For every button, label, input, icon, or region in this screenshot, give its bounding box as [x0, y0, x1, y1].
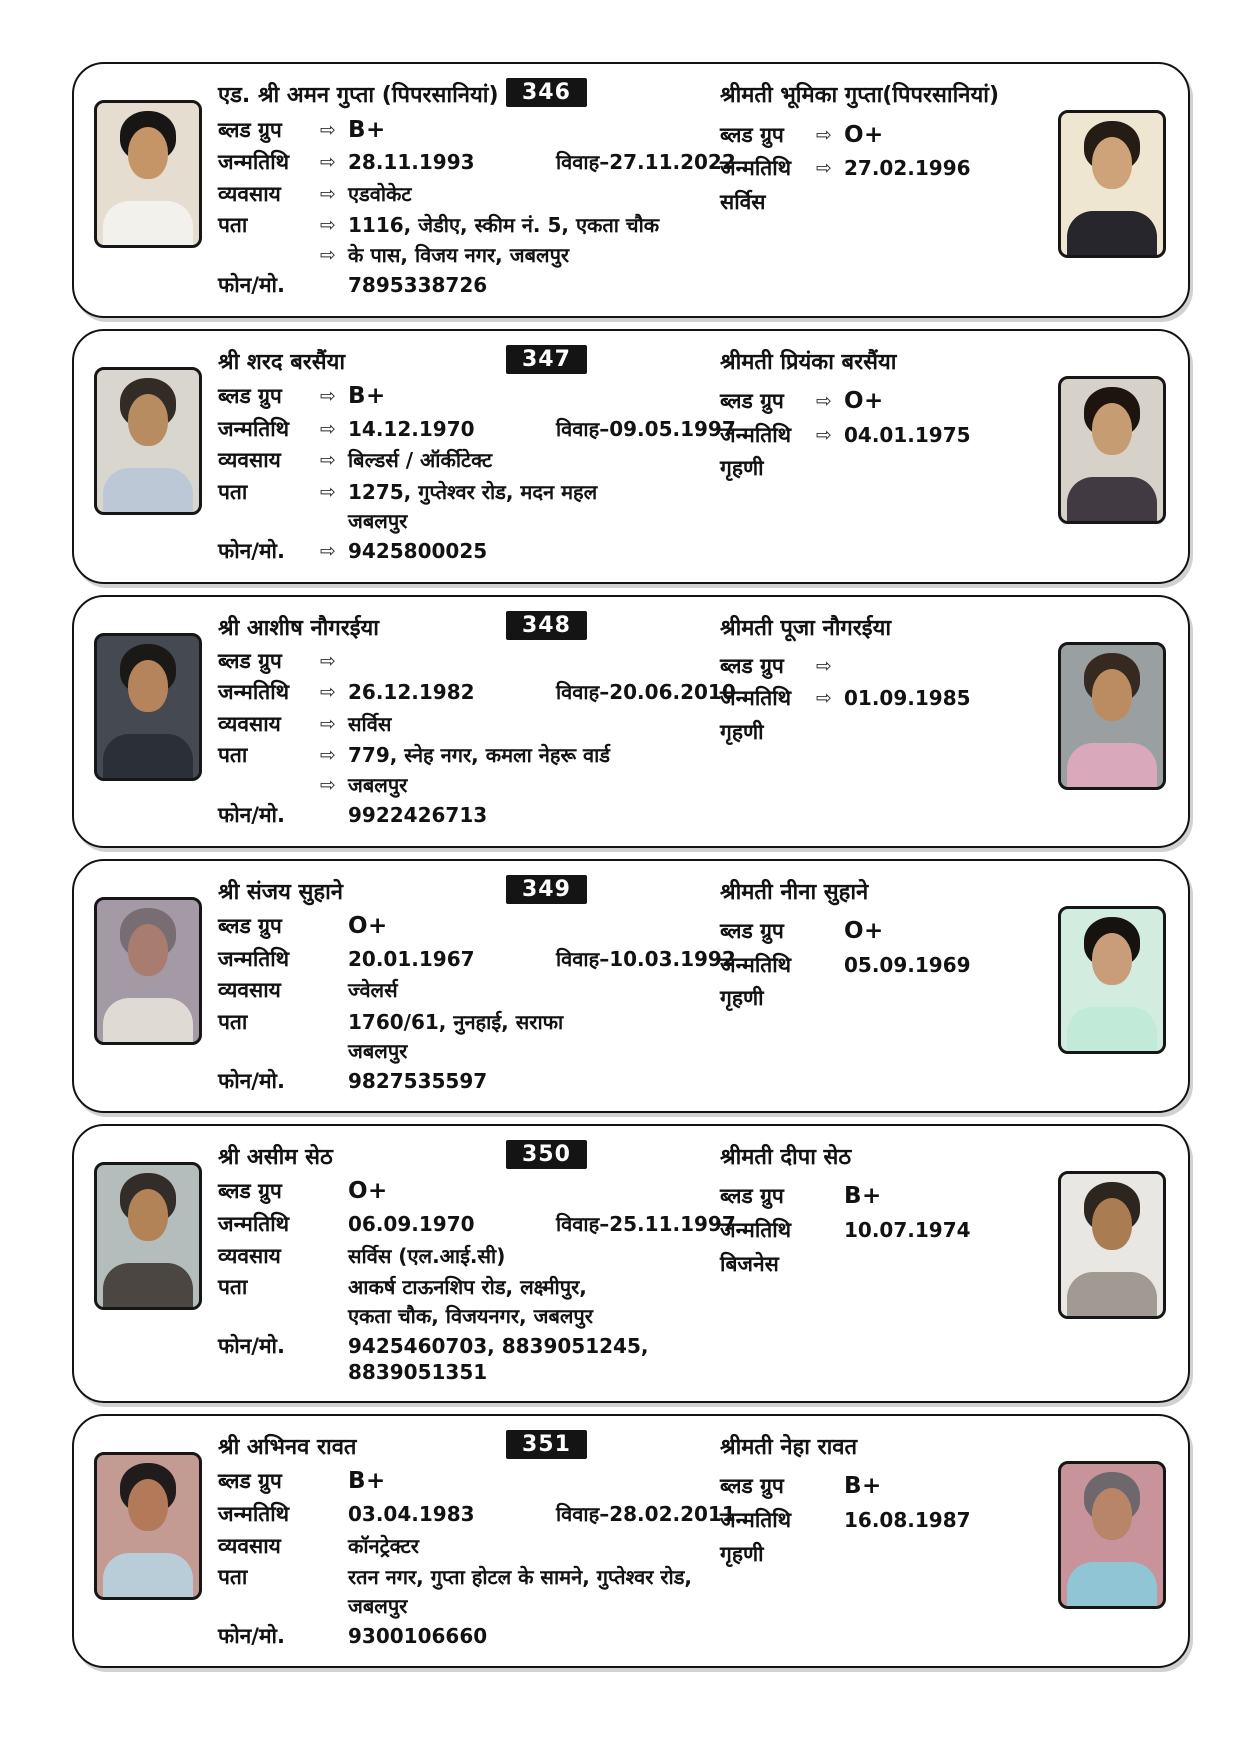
- member-number-badge: 346: [506, 78, 587, 107]
- occupation-label: व्यवसाय: [218, 1243, 281, 1268]
- wife-blood-group-row: [720, 917, 1048, 947]
- address-line-2: ⇨ जबलपुर: [320, 772, 408, 797]
- husband-section: [94, 1140, 736, 1389]
- wife-photo: [1058, 642, 1166, 790]
- phone-label: फोन/मो.: [218, 1068, 285, 1093]
- address-row: [218, 1274, 736, 1329]
- wife-name: श्रीमती प्रियंका बरसैंया: [720, 349, 897, 375]
- wife-occupation: गृहणी: [720, 1541, 764, 1566]
- husband-section: [94, 875, 736, 1099]
- phone-label: फोन/मो.: [218, 539, 285, 564]
- wife-occupation: सर्विस: [720, 189, 766, 214]
- member-card: [72, 859, 1190, 1113]
- husband-photo: [94, 897, 202, 1045]
- husband-section: [94, 78, 736, 304]
- occupation-label: व्यवसाय: [218, 448, 281, 473]
- blood-group-value: O+: [348, 1178, 388, 1205]
- blood-group-row: [218, 1177, 736, 1207]
- arrow-icon: ⇨: [320, 744, 336, 767]
- phone-label: फोन/मो.: [218, 1333, 285, 1358]
- phone-row: [218, 1068, 736, 1095]
- dob-value: 14.12.1970: [348, 417, 475, 442]
- dob-value: 26.12.1982: [348, 680, 475, 705]
- photo-torso: [1067, 1272, 1157, 1319]
- blood-group-label: ब्लड ग्रुप: [218, 914, 282, 939]
- occupation-row: [218, 977, 736, 1004]
- address-row: [218, 479, 736, 535]
- address-line-2: ⇨ के पास, विजय नगर, जबलपुर: [320, 242, 570, 267]
- blood-group-value: B+: [348, 383, 386, 410]
- wife-photo: [1058, 376, 1166, 524]
- address-label: पता: [218, 212, 248, 237]
- photo-face: [1092, 403, 1132, 455]
- phone-row: [218, 1623, 736, 1650]
- wife-photo: [1058, 110, 1166, 258]
- wife-blood-group-row: [720, 653, 1048, 680]
- arrow-icon: ⇨: [320, 118, 336, 141]
- member-number-badge: 351: [506, 1430, 587, 1459]
- phone-label: फोन/मो.: [218, 273, 285, 298]
- address-line-2: जबलपुर: [348, 1593, 408, 1618]
- phone-value: 9922426713: [348, 803, 488, 828]
- wife-blood-group-value: O+: [844, 918, 884, 945]
- arrow-icon: ⇨: [320, 650, 336, 673]
- arrow-icon: ⇨: [320, 213, 336, 236]
- address-row: [218, 1564, 736, 1619]
- occupation-row: [218, 181, 736, 208]
- husband-photo: [94, 1452, 202, 1600]
- husband-photo: [94, 367, 202, 515]
- phone-row: [218, 538, 736, 565]
- dob-row: [218, 416, 736, 443]
- phone-value: 9300106660: [348, 1623, 488, 1648]
- wife-dob-value: 01.09.1985: [844, 686, 971, 711]
- wife-section: [720, 875, 1166, 1099]
- member-card: [72, 595, 1190, 848]
- wife-dob-value: 16.08.1987: [844, 1508, 971, 1533]
- husband-name: श्री शरद बरसैंया: [218, 349, 346, 375]
- arrow-icon: ⇨: [816, 390, 832, 413]
- wife-section: [720, 611, 1166, 834]
- dob-label: जन्मतिथि: [218, 680, 290, 705]
- address-line-1: ⇨ 779, स्नेह नगर, कमला नेहरू वार्ड: [320, 743, 610, 768]
- dob-value: 20.01.1967: [348, 947, 475, 972]
- photo-face: [1092, 1198, 1132, 1250]
- photo-face: [128, 1479, 168, 1531]
- husband-section: [94, 611, 736, 834]
- arrow-icon: ⇨: [320, 773, 336, 796]
- blood-group-label: ब्लड ग्रुप: [218, 117, 282, 142]
- phone-label: फोन/मो.: [218, 1623, 285, 1648]
- occupation-value: बिल्डर्स / ऑर्कीटेक्ट: [348, 448, 493, 473]
- husband-section: [94, 345, 736, 570]
- phone-label: फोन/मो.: [218, 803, 285, 828]
- wife-name: श्रीमती नेहा रावत: [720, 1434, 858, 1460]
- wife-name: श्रीमती पूजा नौगरईया: [720, 615, 892, 641]
- photo-face: [128, 394, 168, 446]
- dob-label: जन्मतिथि: [720, 1508, 792, 1533]
- husband-name: श्री अभिनव रावत: [218, 1434, 357, 1460]
- marriage-date: विवाह–25.11.1997: [556, 1212, 736, 1237]
- blood-group-label: ब्लड ग्रुप: [720, 1474, 784, 1499]
- address-label: पता: [218, 479, 248, 504]
- photo-torso: [1067, 477, 1157, 524]
- address-line-2: जबलपुर: [348, 1038, 408, 1063]
- photo-face: [128, 127, 168, 179]
- occupation-row: [218, 1533, 736, 1560]
- blood-group-label: ब्लड ग्रुप: [720, 654, 784, 679]
- member-number-badge: 350: [506, 1140, 587, 1169]
- dob-label: जन्मतिथि: [218, 417, 290, 442]
- wife-blood-group-row: [720, 387, 1048, 417]
- address-label: पता: [218, 1274, 248, 1299]
- member-number-badge: 349: [506, 875, 587, 904]
- occupation-label: व्यवसाय: [218, 978, 281, 1003]
- photo-torso: [103, 734, 193, 781]
- member-number-badge: 348: [506, 611, 587, 640]
- husband-details: [218, 1140, 736, 1389]
- dob-value: 03.04.1983: [348, 1502, 475, 1527]
- arrow-icon: ⇨: [320, 712, 336, 735]
- member-card: [72, 1124, 1190, 1403]
- blood-group-label: ब्लड ग्रुप: [720, 919, 784, 944]
- photo-face: [1092, 669, 1132, 721]
- address-line-1: आकर्ष टाऊनशिप रोड, लक्ष्मीपुर,: [348, 1274, 587, 1299]
- address-line-1: 1760/61, नुनहाई, सराफा: [348, 1009, 564, 1034]
- dob-label: जन्मतिथि: [218, 1212, 290, 1237]
- wife-dob-row: [720, 1507, 1048, 1534]
- arrow-icon: ⇨: [816, 655, 832, 678]
- wife-blood-group-row: [720, 1472, 1048, 1502]
- phone-value: 9827535597: [348, 1068, 488, 1093]
- arrow-icon: ⇨: [816, 157, 832, 180]
- member-card: [72, 1414, 1190, 1668]
- dob-label: जन्मतिथि: [720, 156, 792, 181]
- dob-label: जन्मतिथि: [720, 953, 792, 978]
- photo-torso: [103, 998, 193, 1045]
- husband-details: [218, 611, 736, 834]
- blood-group-label: ब्लड ग्रुप: [720, 1184, 784, 1209]
- photo-face: [128, 1189, 168, 1241]
- husband-name: एड. श्री अमन गुप्ता (पिपरसानियां): [218, 83, 499, 108]
- blood-group-label: ब्लड ग्रुप: [720, 122, 784, 147]
- marriage-date: विवाह–09.05.1997: [556, 417, 736, 442]
- husband-photo: [94, 1162, 202, 1310]
- wife-occupation: बिजनेस: [720, 1251, 779, 1276]
- blood-group-row: [218, 912, 736, 942]
- address-label: पता: [218, 1564, 248, 1589]
- phone-value: 7895338726: [348, 273, 488, 298]
- blood-group-row: [218, 648, 736, 675]
- husband-name: श्री संजय सुहाने: [218, 879, 344, 905]
- wife-dob-row: [720, 952, 1048, 979]
- blood-group-label: ब्लड ग्रुप: [218, 1469, 282, 1494]
- cards: [72, 62, 1190, 1668]
- husband-name: श्री आशीष नौगरईया: [218, 615, 380, 641]
- blood-group-label: ब्लड ग्रुप: [720, 389, 784, 414]
- phone-row: [218, 272, 736, 299]
- blood-group-label: ब्लड ग्रुप: [218, 384, 282, 409]
- address-row: [218, 212, 736, 268]
- arrow-icon: ⇨: [320, 681, 336, 704]
- address-row: [218, 1009, 736, 1064]
- occupation-row: [218, 447, 736, 474]
- photo-torso: [1067, 743, 1157, 790]
- wife-section: [720, 78, 1166, 304]
- address-label: पता: [218, 1009, 248, 1034]
- occupation-label: व्यवसाय: [218, 1533, 281, 1558]
- dob-label: जन्मतिथि: [720, 1218, 792, 1243]
- address-line-1: रतन नगर, गुप्ता होटल के सामने, गुप्तेश्वर रोड,: [348, 1564, 692, 1589]
- photo-face: [1092, 933, 1132, 985]
- wife-dob-value: 04.01.1975: [844, 423, 971, 448]
- wife-blood-group-row: [720, 1182, 1048, 1212]
- marriage-date: विवाह–27.11.2022: [556, 150, 736, 175]
- dob-label: जन्मतिथि: [720, 423, 792, 448]
- blood-group-row: [218, 1467, 736, 1497]
- blood-group-row: [218, 116, 736, 146]
- wife-blood-group-value: O+: [844, 388, 884, 415]
- wife-blood-group-value: B+: [844, 1183, 882, 1210]
- phone-value: 9425460703, 8839051245, 8839051351: [348, 1333, 649, 1384]
- wife-name: श्रीमती नीना सुहाने: [720, 879, 869, 905]
- arrow-icon: ⇨: [816, 687, 832, 710]
- arrow-icon: ⇨: [320, 418, 336, 441]
- blood-group-value: B+: [348, 1468, 386, 1495]
- address-row: [218, 742, 736, 798]
- wife-photo: [1058, 906, 1166, 1054]
- husband-details: [218, 78, 736, 304]
- arrow-icon: ⇨: [816, 424, 832, 447]
- arrow-icon: ⇨: [320, 385, 336, 408]
- husband-details: [218, 1430, 736, 1654]
- phone-value: 9425800025: [348, 539, 488, 564]
- husband-name: श्री असीम सेठ: [218, 1144, 333, 1170]
- arrow-icon: ⇨: [320, 243, 336, 266]
- occupation-value: कॉनट्रेक्टर: [348, 1533, 419, 1558]
- dob-value: 06.09.1970: [348, 1212, 475, 1237]
- photo-torso: [103, 1553, 193, 1600]
- wife-dob-row: [720, 685, 1048, 712]
- dob-row: [218, 1501, 736, 1528]
- husband-details: [218, 345, 736, 570]
- wife-occupation: गृहणी: [720, 719, 764, 744]
- occupation-value: ज्वेलर्स: [348, 978, 398, 1003]
- wife-photo: [1058, 1171, 1166, 1319]
- dob-row: [218, 149, 736, 176]
- blood-group-label: ब्लड ग्रुप: [218, 649, 282, 674]
- husband-photo: [94, 633, 202, 781]
- occupation-value: सर्विस (एल.आई.सी): [348, 1243, 506, 1268]
- arrow-icon: ⇨: [320, 449, 336, 472]
- blood-group-value: B+: [348, 116, 386, 143]
- wife-photo: [1058, 1461, 1166, 1609]
- wife-dob-value: 27.02.1996: [844, 156, 971, 181]
- photo-torso: [1067, 1562, 1157, 1609]
- photo-face: [128, 924, 168, 976]
- address-line-1: ⇨ 1116, जेडीए, स्कीम नं. 5, एकता चौक: [320, 212, 660, 237]
- arrow-icon: ⇨: [320, 151, 336, 174]
- dob-label: जन्मतिथि: [218, 1502, 290, 1527]
- wife-dob-row: [720, 1217, 1048, 1244]
- husband-section: [94, 1430, 736, 1654]
- dob-label: जन्मतिथि: [218, 947, 290, 972]
- dob-row: [218, 679, 736, 706]
- photo-torso: [1067, 211, 1157, 258]
- wife-dob-row: [720, 155, 1048, 182]
- photo-torso: [103, 1263, 193, 1310]
- husband-details: [218, 875, 736, 1099]
- wife-occupation: गृहणी: [720, 456, 764, 481]
- photo-torso: [103, 468, 193, 515]
- wife-section: [720, 1140, 1166, 1389]
- arrow-icon: ⇨: [320, 480, 336, 503]
- arrow-icon: ⇨: [320, 540, 336, 563]
- wife-blood-group-value: B+: [844, 1473, 882, 1500]
- address-line-2: एकता चौक, विजयनगर, जबलपुर: [348, 1303, 593, 1328]
- blood-group-value: O+: [348, 913, 388, 940]
- occupation-row: [218, 1243, 736, 1270]
- occupation-value: सर्विस: [348, 711, 392, 736]
- occupation-label: व्यवसाय: [218, 181, 281, 206]
- address-line-2: जबलपुर: [348, 509, 408, 534]
- marriage-date: विवाह–28.02.2011: [556, 1502, 736, 1527]
- husband-photo: [94, 100, 202, 248]
- address-label: पता: [218, 743, 248, 768]
- blood-group-label: ब्लड ग्रुप: [218, 1179, 282, 1204]
- member-number-badge: 347: [506, 345, 587, 374]
- photo-torso: [103, 201, 193, 248]
- phone-row: [218, 802, 736, 829]
- occupation-row: [218, 711, 736, 738]
- dob-label: जन्मतिथि: [720, 686, 792, 711]
- wife-dob-value: 05.09.1969: [844, 953, 971, 978]
- dob-row: [218, 946, 736, 973]
- arrow-icon: ⇨: [816, 123, 832, 146]
- photo-torso: [1067, 1007, 1157, 1054]
- occupation-label: व्यवसाय: [218, 711, 281, 736]
- wife-occupation: गृहणी: [720, 986, 764, 1011]
- wife-name: श्रीमती दीपा सेठ: [720, 1144, 852, 1170]
- blood-group-row: [218, 382, 736, 412]
- member-card: [72, 62, 1190, 318]
- wife-dob-row: [720, 422, 1048, 449]
- member-card: [72, 329, 1190, 584]
- dob-value: 28.11.1993: [348, 150, 475, 175]
- wife-section: [720, 345, 1166, 570]
- photo-face: [1092, 137, 1132, 189]
- address-line-1: ⇨ 1275, गुप्तेश्वर रोड, मदन महल: [320, 479, 598, 504]
- marriage-date: विवाह–20.06.2010: [556, 680, 736, 705]
- wife-name: श्रीमती भूमिका गुप्ता(पिपरसानियां): [720, 83, 1000, 108]
- photo-face: [1092, 1488, 1132, 1540]
- wife-blood-group-value: O+: [844, 121, 884, 148]
- wife-blood-group-row: [720, 121, 1048, 151]
- arrow-icon: ⇨: [320, 182, 336, 205]
- marriage-date: विवाह–10.03.1992: [556, 947, 736, 972]
- photo-face: [128, 660, 168, 712]
- dob-row: [218, 1211, 736, 1238]
- occupation-value: एडवोकेट: [348, 181, 412, 206]
- phone-row: [218, 1333, 736, 1385]
- dob-label: जन्मतिथि: [218, 150, 290, 175]
- wife-section: [720, 1430, 1166, 1654]
- wife-dob-value: 10.07.1974: [844, 1218, 971, 1243]
